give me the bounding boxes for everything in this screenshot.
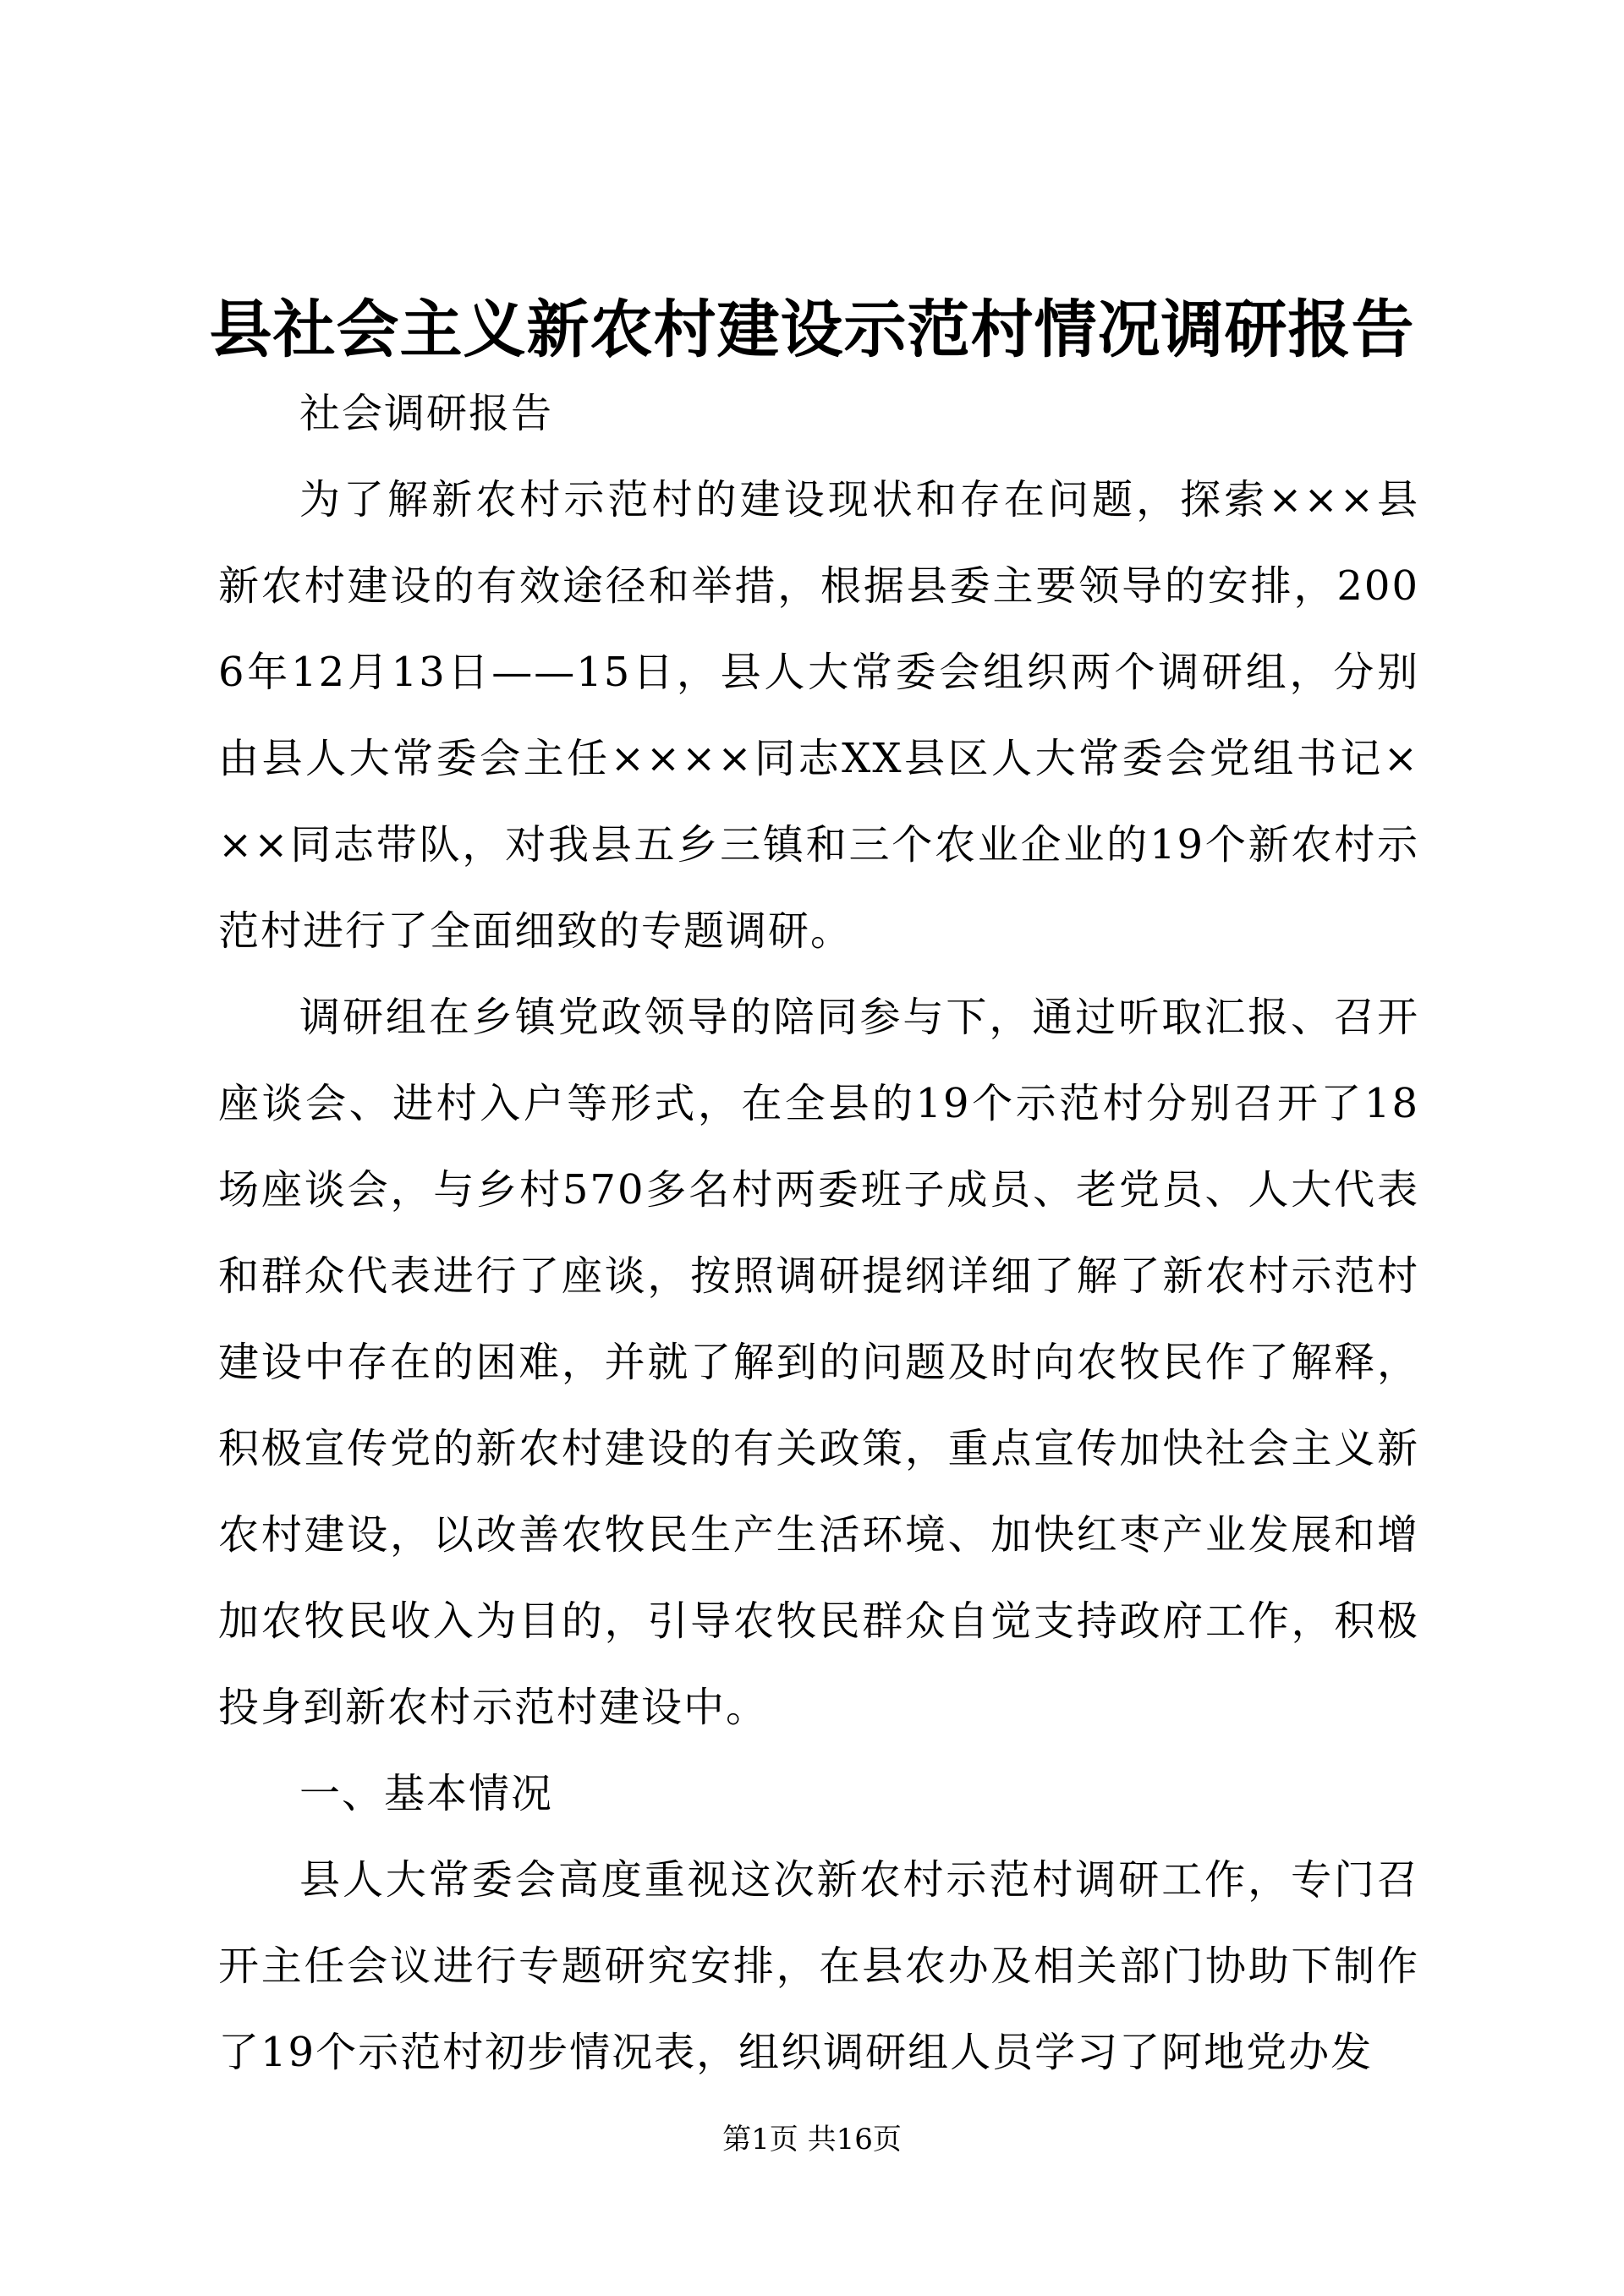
- document-title: 县社会主义新农村建设示范村情况调研报告: [209, 293, 1415, 366]
- page-number-footer: 第1页 共16页: [722, 2123, 902, 2156]
- document-body: [218, 370, 1419, 2096]
- paragraph-process: 调研组在乡镇党政领导的陪同参与下，通过听取汇报、召开座谈会、进村入户等形式，在全县的19个示范村分别召开了18场座谈会，与乡村570多名村两委班子成员、老党员、人大代表和群众代表进行了座谈，按照调研提纲详细了解了新农村示范村建设中存在的困难，并就了解到的问题及时向农牧民作了解释，积极宣传党的新农村建设的有关政策，重点宣传加快社会主义新农村建设，以改善农牧民生产生活环境、加快红枣产业发展和增加农牧民收入为目的，引导农牧民群众自觉支持政府工作，积极投身到新农村示范村建设中。: [218, 994, 1419, 1731]
- paragraph-basic-situation: 县人大常委会高度重视这次新农村示范村调研工作，专门召开主任会议进行专题研究安排，在县农办及相关部门协助下制作了19个示范村初步情况表，组织调研组人员学习了阿地党办发: [218, 1856, 1419, 2076]
- paragraph-intro: 为了解新农村示范村的建设现状和存在问题，探索×××县新农村建设的有效途径和举措，根据县委主要领导的安排，2006年12月13日——15日，县人大常委会组织两个调研组，分别由县人大常委会主任××××同志XX县区人大常委会党组书记×××同志带队，对我县五乡三镇和三个农业企业的19个新农村示范村进行了全面细致的专题调研。: [218, 476, 1419, 955]
- section-heading-basic-situation: 一、基本情况: [299, 1770, 554, 1817]
- paragraph-subtitle: 社会调研报告: [299, 390, 554, 437]
